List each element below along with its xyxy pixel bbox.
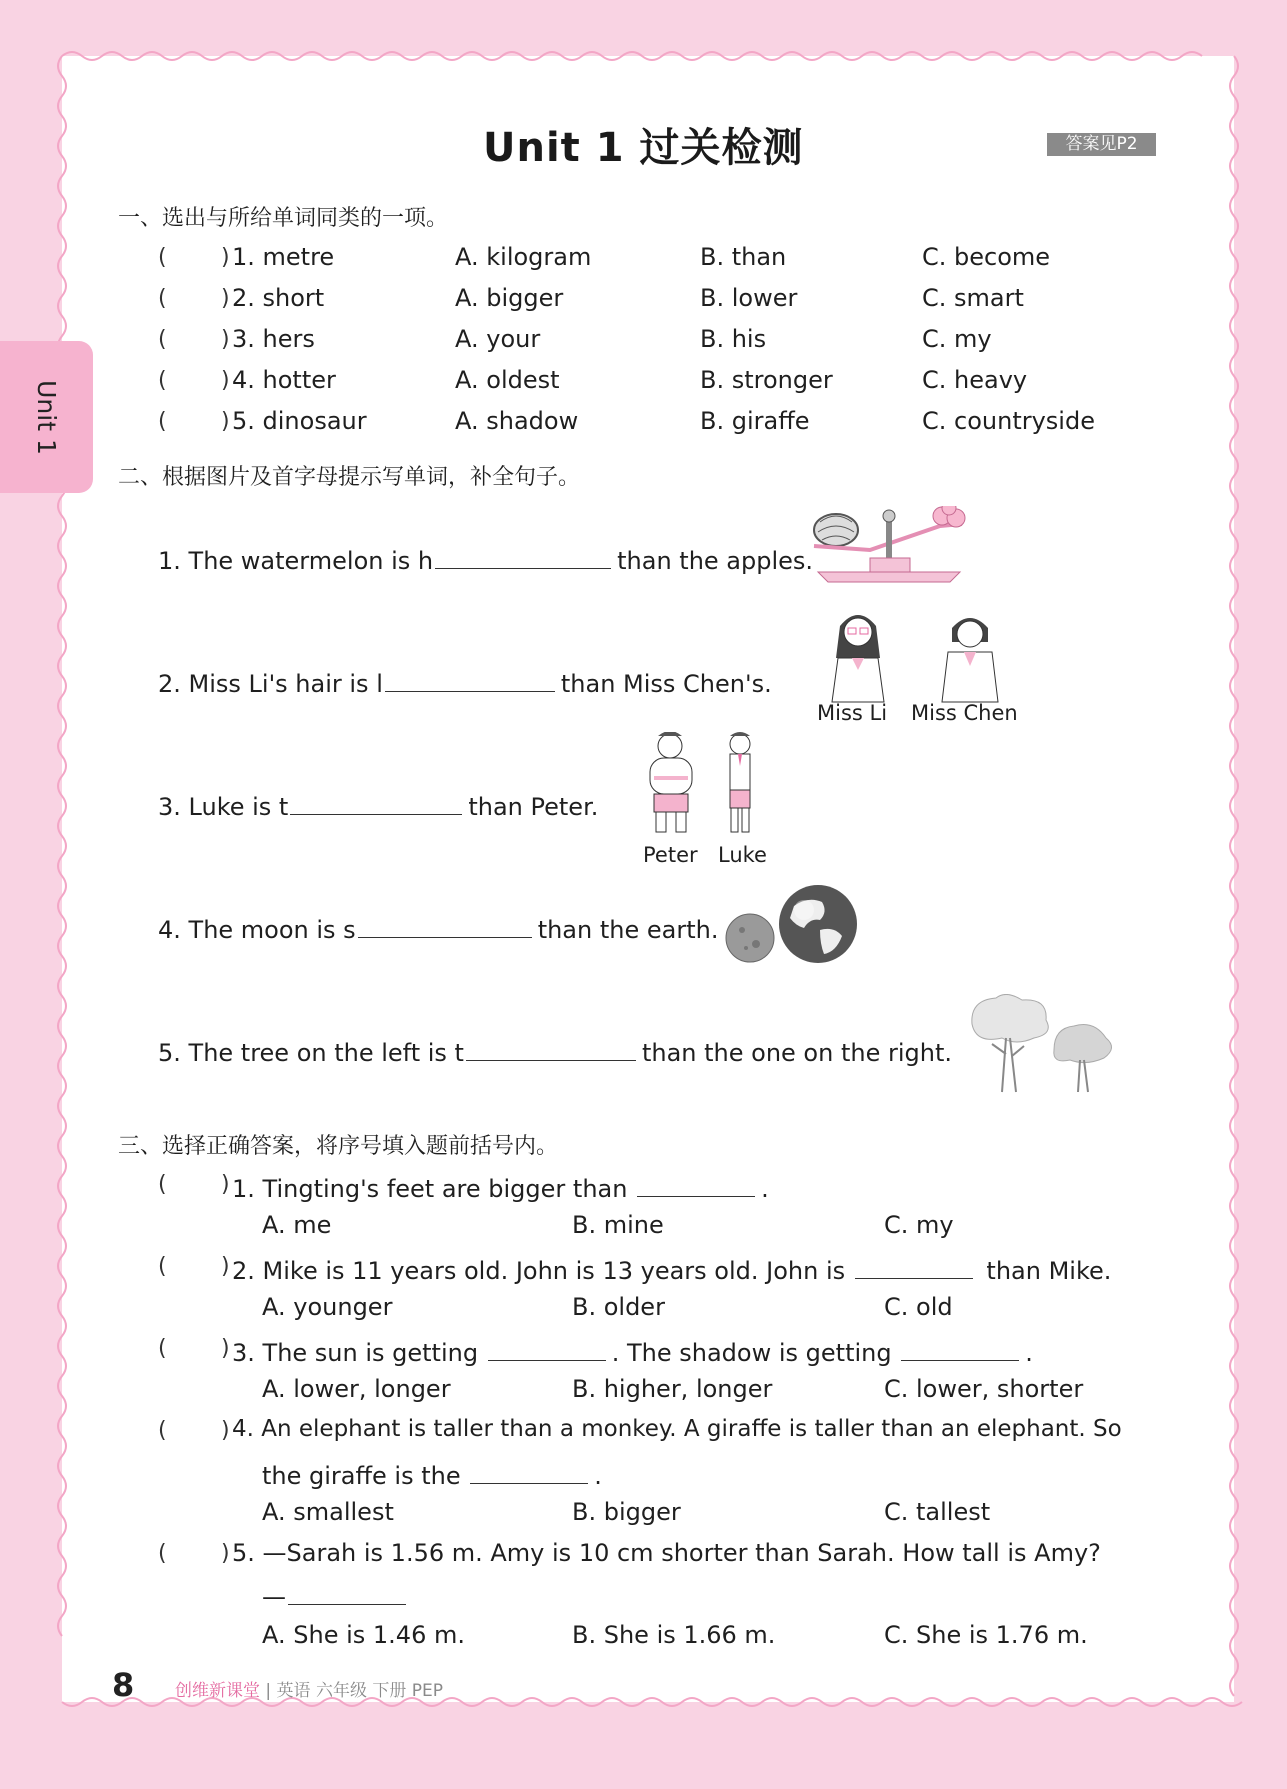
option-b: B. lower — [700, 284, 798, 312]
option-b: B. his — [700, 325, 767, 353]
question-1 — [232, 1170, 769, 1203]
option-c: C. my — [884, 1211, 954, 1239]
answer-paren-open[interactable]: ( — [158, 286, 167, 311]
answer-blank[interactable] — [358, 911, 532, 938]
option-b: B. older — [572, 1293, 665, 1321]
option-a: A. oldest — [455, 366, 560, 394]
option-c: C. heavy — [922, 366, 1028, 394]
dialogue-dash: — — [262, 1583, 286, 1611]
option-b: B. She is 1.66 m. — [572, 1621, 776, 1649]
sentence-end: than Peter. — [468, 793, 599, 821]
answer-paren-open[interactable]: ( — [158, 245, 167, 270]
question-word: 3. hers — [232, 325, 315, 353]
question-end: . — [1025, 1339, 1033, 1367]
answer-paren-close: ) — [221, 286, 230, 311]
answer-paren-close: ) — [221, 245, 230, 270]
answer-paren-open[interactable]: ( — [158, 1254, 167, 1279]
unit-side-tab-label: Unit 1 — [32, 379, 61, 455]
option-a: A. me — [262, 1211, 332, 1239]
question-text: 1. Tingting's feet are bigger than — [232, 1175, 628, 1203]
luke-label: Luke — [718, 843, 767, 867]
question-end: . — [761, 1175, 769, 1203]
fill-sentence-2 — [158, 665, 772, 698]
apple-icon — [942, 506, 956, 515]
option-a: A. lower, longer — [262, 1375, 451, 1403]
option-c: C. old — [884, 1293, 953, 1321]
option-a: A. She is 1.46 m. — [262, 1621, 465, 1649]
question-end: . — [594, 1462, 602, 1490]
fill-sentence-3 — [158, 788, 598, 821]
answer-paren-open[interactable]: ( — [158, 409, 167, 434]
question-5-line2 — [262, 1578, 412, 1611]
option-c: C. tallest — [884, 1498, 991, 1526]
answer-blank[interactable] — [385, 665, 555, 692]
balance-scale-illustration — [810, 506, 970, 586]
question-word: 1. metre — [232, 243, 335, 271]
peter-luke-illustration — [644, 732, 764, 842]
question-4-line1: 4. An elephant is taller than a monkey. A giraffe is taller than an elephant. So — [232, 1416, 1122, 1442]
question-text: 2. Mike is 11 years old. John is 13 years old. John is — [232, 1257, 846, 1285]
book-info: 英语 六年级 下册 PEP — [276, 1681, 444, 1701]
option-a: A. younger — [262, 1293, 393, 1321]
answer-paren-open[interactable]: ( — [158, 1541, 167, 1566]
fill-sentence-5 — [158, 1034, 952, 1067]
section2-heading: 二、根据图片及首字母提示写单词，补全句子。 — [118, 465, 581, 490]
section3-heading: 三、选择正确答案，将序号填入题前括号内。 — [118, 1134, 559, 1159]
option-c: C. smart — [922, 284, 1024, 312]
answer-blank[interactable] — [637, 1170, 755, 1197]
option-b: B. than — [700, 243, 787, 271]
option-c: C. She is 1.76 m. — [884, 1621, 1088, 1649]
question-3 — [232, 1334, 1033, 1367]
answer-blank[interactable] — [470, 1457, 588, 1484]
question-end: than Mike. — [986, 1257, 1112, 1285]
footer-separator: | — [265, 1681, 272, 1701]
sentence-start: 2. Miss Li's hair is l — [158, 670, 383, 698]
answer-paren-close: ) — [221, 1418, 230, 1443]
unit-side-tab — [0, 341, 93, 493]
option-a: A. your — [455, 325, 541, 353]
answer-paren-close: ) — [221, 1541, 230, 1566]
option-a: A. kilogram — [455, 243, 592, 271]
answer-paren-close: ) — [221, 1336, 230, 1361]
miss-li-illustration — [818, 608, 898, 703]
answer-blank[interactable] — [855, 1252, 973, 1279]
sentence-end: than the one on the right. — [641, 1039, 952, 1067]
question-2 — [232, 1252, 1111, 1285]
answer-blank[interactable] — [488, 1334, 606, 1361]
option-c: C. lower, shorter — [884, 1375, 1084, 1403]
sentence-start: 5. The tree on the left is t — [158, 1039, 464, 1067]
miss-li-label: Miss Li — [817, 701, 888, 725]
option-b: B. stronger — [700, 366, 833, 394]
answer-blank[interactable] — [290, 788, 462, 815]
moon-earth-illustration — [724, 882, 864, 968]
answer-paren-close: ) — [221, 368, 230, 393]
miss-chen-illustration — [930, 608, 1010, 703]
answer-blank[interactable] — [435, 542, 611, 569]
answer-paren-open[interactable]: ( — [158, 327, 167, 352]
question-text: 3. The sun is getting — [232, 1339, 479, 1367]
answer-paren-open[interactable]: ( — [158, 1418, 167, 1443]
question-text: the giraffe is the — [262, 1462, 461, 1490]
option-b: B. giraffe — [700, 407, 810, 435]
answer-blank[interactable] — [466, 1034, 636, 1061]
moon-icon — [726, 914, 774, 962]
answer-paren-close: ) — [221, 409, 230, 434]
answer-paren-close: ) — [221, 327, 230, 352]
question-4-line2 — [262, 1457, 602, 1490]
sentence-end: than Miss Chen's. — [560, 670, 772, 698]
brand-name: 创维新课堂 — [175, 1681, 260, 1701]
option-a: A. smallest — [262, 1498, 394, 1526]
answer-paren-open[interactable]: ( — [158, 1336, 167, 1361]
answer-reference-badge: 答案见P2 — [1047, 133, 1156, 156]
two-trees-illustration — [962, 994, 1122, 1094]
option-c: C. countryside — [922, 407, 1095, 435]
sentence-end: than the apples. — [617, 547, 814, 575]
sentence-start: 4. The moon is s — [158, 916, 356, 944]
sentence-start: 3. Luke is t — [158, 793, 289, 821]
fill-sentence-4 — [158, 911, 718, 944]
answer-paren-open[interactable]: ( — [158, 368, 167, 393]
option-b: B. higher, longer — [572, 1375, 773, 1403]
answer-paren-open[interactable]: ( — [158, 1172, 167, 1197]
peter-label: Peter — [643, 843, 698, 867]
option-c: C. my — [922, 325, 992, 353]
question-mid: . The shadow is getting — [611, 1339, 892, 1367]
answer-blank[interactable] — [288, 1578, 406, 1605]
page-title: Unit 1 过关检测 — [483, 125, 804, 171]
option-a: A. bigger — [455, 284, 564, 312]
sentence-start: 1. The watermelon is h — [158, 547, 434, 575]
question-word: 2. short — [232, 284, 325, 312]
sentence-end: than the earth. — [537, 916, 719, 944]
footer-info — [175, 1676, 443, 1701]
option-b: B. bigger — [572, 1498, 681, 1526]
fill-sentence-1 — [158, 542, 813, 575]
miss-chen-label: Miss Chen — [911, 701, 1018, 725]
question-word: 5. dinosaur — [232, 407, 367, 435]
answer-paren-close: ) — [221, 1172, 230, 1197]
option-a: A. shadow — [455, 407, 579, 435]
page-number: 8 — [112, 1666, 135, 1704]
section1-heading: 一、选出与所给单词同类的一项。 — [118, 206, 449, 231]
option-c: C. become — [922, 243, 1051, 271]
option-b: B. mine — [572, 1211, 664, 1239]
answer-paren-close: ) — [221, 1254, 230, 1279]
earth-icon — [779, 885, 857, 963]
question-word: 4. hotter — [232, 366, 336, 394]
answer-blank[interactable] — [901, 1334, 1019, 1361]
question-5-line1: 5. —Sarah is 1.56 m. Amy is 10 cm shorter than Sarah. How tall is Amy? — [232, 1539, 1101, 1567]
